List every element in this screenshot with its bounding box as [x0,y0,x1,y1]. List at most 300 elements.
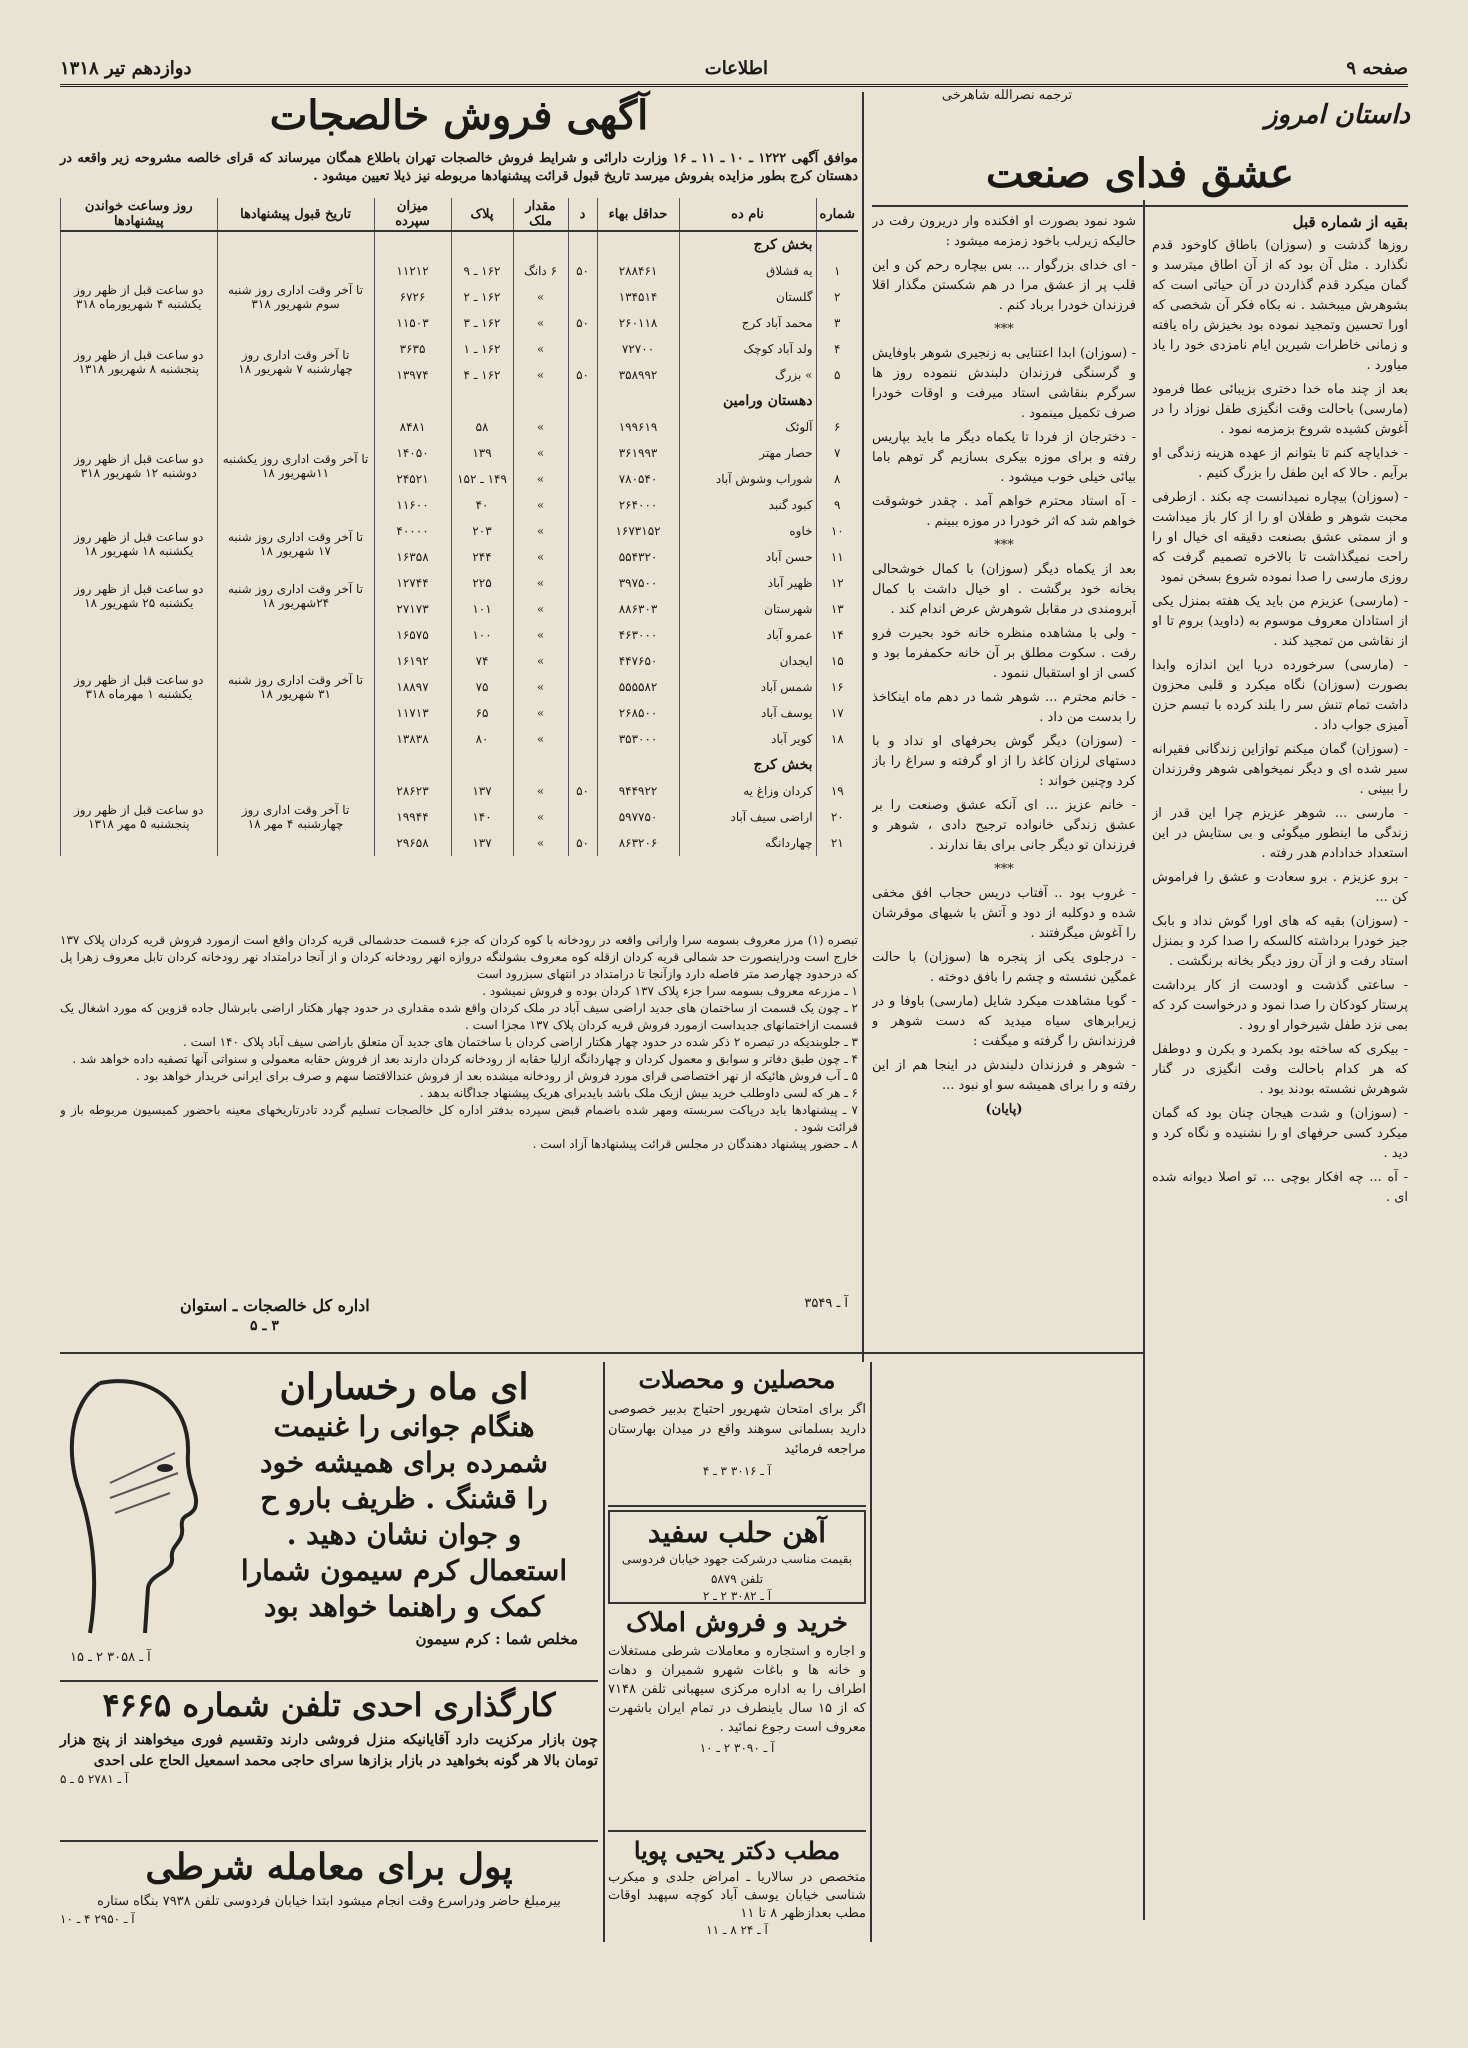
auction-code: ۳ ـ ۵ [250,1318,279,1334]
table-row [61,778,859,804]
col-plate: پلاک [451,198,513,231]
price-d [568,414,597,440]
deposit: ۱۲۷۴۴ [374,570,451,596]
deposit: ۱۹۹۴۴ [374,804,451,830]
phone-code: آ ـ ۲۷۸۱ ۵ ـ ۵ [60,1772,129,1786]
plate: ۷۵ [451,674,513,700]
phone-ad [60,1686,598,1836]
cream-line: شمرده برای همیشه خود [259,1446,549,1479]
story-column-left [872,212,1136,1912]
auction-note: ۲ ـ چون یک قسمت از ساختمان های جدید اراضی سیف آباد در ملک کردان واقع شده مقداری در حدود چهار هکتار اراضی بابرشال جاده قزوین که مورد اشغال یک قسمت ازاختمانهای جدیداست ازمورد فروش قریه کردان پلاک ۱۳۷ مجزا است . [60,1001,858,1032]
plate: ۲۰۳ [451,518,513,544]
story-paragraph: روزها گذشت و (سوزان) باطاق کاوخود قدم نگذارد . مثل آن بود که از آن اطاق میترسد و گمان میکرد قدم گذاردن در آن حیاتی است که بشوهرش میبخشد . نه بکاه فکر آن شخصی که اورا تحسین وتمجید نموده بود بخیزش راه یافته و زمانی خاطرات شیرین ایام نامزدی خود را یاد میاورد . [1152,238,1408,373]
min-price: ۲۶۸۵۰۰ [597,700,679,726]
table-row [61,258,859,284]
section-row [61,388,859,414]
cream-ad [60,1365,598,1675]
divider [60,1680,598,1682]
village-name: خاوه [679,518,816,544]
section-cell [374,752,451,778]
price-d: ۵۰ [568,362,597,388]
reading-cell: دو ساعت قبل از ظهر روز یکشنبه ۲۵ شهریور ۱۸ [61,570,218,622]
row-number: ۲ [816,284,858,310]
village-name: شهرستان [679,596,816,622]
deposit: ۴۰۰۰۰ [374,518,451,544]
price-d [568,336,597,362]
plate: ۲۲۵ [451,570,513,596]
divider [1143,200,1145,1920]
plate: ۱۶۲ ـ ۳ [451,310,513,336]
village-name: آلوئک [679,414,816,440]
min-price: ۷۲۷۰۰ [597,336,679,362]
share: » [513,596,568,622]
money-title: پول برای معامله شرطی [145,1846,513,1888]
section-cell [597,231,679,258]
table-row [61,518,859,544]
story-paragraph: - ولی با مشاهده منظره خانه خود بحیرت فرو رفت . سکوت مطلق بر آن خانه حکمفرما بود و کسی از او استقبال ننمود . [872,626,1136,681]
min-price: ۸۶۳۲۰۶ [597,830,679,856]
story-paragraph: - بیکری که ساخته بود بکمرد و بکرن و دوطفل که هر کدام باحالت وقت انگیزی در گنار شوهرش نشسته بودند بود . [1152,1042,1408,1097]
row-number: ۱ [816,258,858,284]
table-row [61,570,859,596]
row-number: ۱۱ [816,544,858,570]
deposit: ۸۴۸۱ [374,414,451,440]
min-price: ۳۵۳۰۰۰ [597,726,679,752]
village-name: شوراب وشوش آباد [679,466,816,492]
story-paragraph: - گویا مشاهدت میکرد شایل (مارسی) باوفا و در زیرابرهای سیاه میدید که دست شوهر و فرزندانش را گرفته و میگفت : [872,994,1136,1049]
plate: ۱۳۷ [451,778,513,804]
divider [862,92,864,1362]
divider [60,1840,598,1842]
story-paragraph: شود نمود بصورت او افکنده وار دریرون رفت در حالیکه زیرلب باخود زمزمه میشود : [872,214,1136,249]
story-paragraph: - (سوزان) گمان میکنم توازاین زندگانی فقیرانه سیر شده ای و دیگر نمیخواهی شوهر وفرزندان را ببینی . [1152,742,1408,797]
section-cell [568,231,597,258]
min-price: ۷۸۰۵۴۰ [597,466,679,492]
price-d [568,726,597,752]
story-title: عشق فدای صنعت [986,150,1294,197]
auction-note: ۱ ـ مزرعه معروف بسومه سرا جزء پلاک ۱۳۷ کردان بوده و فروش نمیشود . [482,984,858,998]
min-price: ۱۳۴۵۱۴ [597,284,679,310]
doctor-ad [608,1836,866,1956]
share: » [513,284,568,310]
share: » [513,674,568,700]
reading-cell: دو ساعت قبل از ظهر روز یکشنبه ۱۸ شهریور ۱۸ [61,518,218,570]
table-row [61,414,859,440]
price-d [568,804,597,830]
village-name: » بزرگ [679,362,816,388]
row-number: ۴ [816,336,858,362]
plate: ۱۴۰ [451,804,513,830]
price-d [568,492,597,518]
village-name: کبود گنبد [679,492,816,518]
separator-stars: *** [994,538,1014,553]
continued-label: بقیه از شماره قبل [1292,213,1408,231]
price-d [568,648,597,674]
phone-title: کارگذاری احدی تلفن شماره ۴۶۶۵ [102,1686,556,1724]
story-paragraph: - (سوزان) و شدت هیجان چنان بود که گمان میکرد کسی حرفهای او را نشنیده و نگاه کرد و دید . [1152,1106,1408,1161]
cream-headline: ای ماه رخساران [279,1366,529,1408]
col-min-price: حداقل بهاء [597,198,679,231]
village-name: اراضی سیف آباد [679,804,816,830]
story-paragraph: - غروب بود .. آفتاب دریس حجاب افق مخفی شده و دوکلبه از دود و آتش با شیهای موقرشان را آغوش میگرفتند . [872,886,1136,941]
village-name: یوسف آباد [679,700,816,726]
auction-table [60,198,858,856]
plate: ۵۸ [451,414,513,440]
col-reading: روز وساعت خواندن پیشنهادها [61,198,218,231]
deposit: ۳۶۳۵ [374,336,451,362]
row-number: ۱۲ [816,570,858,596]
story-paragraph: - آه استاد محترم خواهم آمد . چقدر خوشوقت خواهم شد که اثر خودرا در موزه ببینم . [872,494,1136,529]
cream-line: را قشنگ . ظریف بارو ح [260,1482,548,1515]
deposit: ۱۶۱۹۲ [374,648,451,674]
story-paragraph: - درجلوی یکی از پنجره ها (سوزان) با حالت غمگین نشسته و چشم را بافق دوخته . [872,950,1136,985]
story-paragraph: بعد از یکماه دیگر (سوزان) با کمال خوشحالی بخانه خود برگشت . او خیال داشت با کمال آبرومندی در مقابل شوهرش عرض اندام کند . [872,562,1136,617]
auction-table-wrapper [60,198,858,856]
auction-note: ۴ ـ چون طبق دفاتر و سوابق و معمول کردان و چهاردانگه ازلیا حقابه از رودخانه کردان دارند بعد از فروش حقابه معمولی و سنواتی آنها تصفیه داده خواهد شد . [72,1052,858,1066]
share: » [513,310,568,336]
section-cell [568,388,597,414]
row-number: ۳ [816,310,858,336]
col-deposit: میزان سپرده [374,198,451,231]
min-price: ۳۹۷۵۰۰ [597,570,679,596]
story-paragraph: - خانم محترم ... شوهر شما در دهم ماه اینکاخذ را بدست من داد . [872,690,1136,725]
share: » [513,492,568,518]
section-cell [816,231,858,258]
price-d: ۵۰ [568,258,597,284]
deposit: ۱۱۷۱۳ [374,700,451,726]
reading-cell: دو ساعت قبل از ظهر روز پنجشنبه ۵ مهر ۱۳۱۸ [61,778,218,856]
story-paragraph: - (سوزان) بقیه که های اورا گوش نداد و بابک جیز خودرا برداشته کالسکه را صدا کرد و بمنزل استاد رفت و از آن روز دیگر بخانه برنگشت . [1152,914,1408,969]
section-row [61,231,859,258]
plate: ۱۶۲ ـ ۲ [451,284,513,310]
section-cell [568,752,597,778]
price-d [568,622,597,648]
deposit: ۶۷۲۶ [374,284,451,310]
iron-ad [608,1510,866,1604]
reading-cell: دو ساعت قبل از ظهر روز دوشنبه ۱۲ شهریور ۳۱۸ [61,414,218,518]
reading-cell: دو ساعت قبل از ظهر روز پنجشنبه ۸ شهریور ۱۳۱۸ [61,336,218,388]
story-paragraph: - دخترجان از فردا تا یکماه دیگر ما باید بپاریس رفته و برای موزه بیکری بسازیم گر توهم باما بیائی خیلی خوب میشود . [872,430,1136,485]
story-column-right [1152,212,1408,1912]
village-name: عمرو آباد [679,622,816,648]
deadline-cell: تا آخر وقت اداری روز شنبه ۳۱ شهریور ۱۸ [217,622,374,752]
share: » [513,700,568,726]
iron-code: آ ـ ۳۰۸۲ ۲ ـ ۲ [702,1589,772,1603]
price-d: ۵۰ [568,830,597,856]
section-label: دهستان ورامین [679,388,816,414]
section-cell [513,388,568,414]
price-d [568,518,597,544]
story-paragraph: - ساعتی گذشت و اودست از کار برداشت پرستار کودکان را صدا نمود و درخواست کرد که بمی نزد طفل شیرخوار او رود . [1152,978,1408,1033]
story-paragraph: - خدایاچه کنم تا بتوانم از عهده هزینه زندگی او برآیم . حالا که این طفل را بزرگ کنیم . [1152,446,1408,481]
reading-cell: دو ساعت قبل از ظهر روز یکشنبه ۴ شهریورماه ۳۱۸ [61,258,218,336]
deposit: ۱۴۰۵۰ [374,440,451,466]
divider [60,1352,1143,1354]
plate: ۱۰۰ [451,622,513,648]
doctor-title: مطب دکتر یحیی پویا [633,1836,841,1865]
share: » [513,622,568,648]
cream-line: هنگام جوانی را غنیمت [273,1410,535,1443]
row-number: ۱۴ [816,622,858,648]
deposit: ۲۴۵۲۱ [374,466,451,492]
price-d [568,570,597,596]
students-code: آ ـ ۳۰۱۶ ۳ ـ ۴ [702,1464,772,1478]
realestate-body: و اجاره و استجاره و معاملات شرطی مستغلات و خانه ها و باغات شهرو شمیران و دهات اطراف را به اداره مرکزی سیهبانی تلفن ۷۱۴۸ که از ۱۵ سال باینطرف در تمام ایران باشهرت معروف است رجوع نمائید . [608,1644,866,1735]
story-paragraph: - (سوزان) دیگر گوش بحرفهای او نداد و با دستهای لرزان کاغذ را از او گرفته و سراغ را باز کرد وچنین خواند : [872,734,1136,789]
iron-title: آهن حلب سفید [647,1516,827,1549]
plate: ۷۴ [451,648,513,674]
row-number: ۱۹ [816,778,858,804]
col-row: شماره [816,198,858,231]
story-paragraph: - خانم عزیز ... ای آنکه عشق وصنعت را بر عشق زندگی خانواده ترجیح دادی ، شوهر و فرزندان تو دیگر جانی برای بقا ندارند . [872,798,1136,853]
auction-note: ۶ ـ هر که لسی داوطلب خرید بیش ازیک ملک باشد بایدبرای هریک پیشنهاد جداگانه بدهد . [419,1086,858,1100]
page-header [60,56,1408,87]
min-price: ۱۹۹۶۱۹ [597,414,679,440]
realestate-code: آ ـ ۳۰۹۰ ۲ ـ ۱۰ [699,1741,775,1755]
section-cell [513,752,568,778]
village-name: شمس آباد [679,674,816,700]
section-cell [61,388,218,414]
price-d [568,440,597,466]
min-price: ۲۶۰۱۱۸ [597,310,679,336]
cream-line: و جوان نشان دهید . [286,1518,522,1551]
auction-title: آگهی فروش خالصجات [269,92,649,139]
deposit: ۱۶۳۵۸ [374,544,451,570]
share: » [513,518,568,544]
section-cell [61,231,218,258]
plate: ۱۰۱ [451,596,513,622]
min-price: ۴۶۳۰۰۰ [597,622,679,648]
auction-notes [60,932,858,1262]
min-price: ۳۶۱۹۹۳ [597,440,679,466]
story-paragraph: - (سوزان) ابدا اعتنایی به زنجیری شوهر باوفایش و گرسنگی فرزندان دلبندش ننموده روز ها سرگرم بنقاشی استاد میرفت و اوقات خودرا صرف تکمیل مینمود . [872,346,1136,421]
money-ad [60,1846,598,1946]
min-price: ۵۹۷۷۵۰ [597,804,679,830]
share: » [513,778,568,804]
row-number: ۲۱ [816,830,858,856]
auction-note: ۸ ـ حضور پیشنهاد دهندگان در مجلس قرائت پیشنهادها آزاد است . [532,1137,858,1151]
students-title: محصلین و محصلات [638,1365,836,1394]
cream-code: آ ـ ۳۰۵۸ ۲ ـ ۱۵ [70,1650,151,1665]
divider [608,1505,866,1507]
separator-stars: *** [994,862,1014,877]
col-d: د [568,198,597,231]
min-price: ۲۸۸۴۶۱ [597,258,679,284]
village-name: ظهیر آباد [679,570,816,596]
divider [603,1362,605,1942]
section-cell [61,752,218,778]
plate: ۱۳۷ [451,830,513,856]
auction-footer [60,1296,858,1346]
price-d [568,466,597,492]
story-paragraph: - مارسی ... شوهر عزیزم چرا این قدر از زندگی ما اینطور میگوئی و بی ستایش در این استعداد خدادادم هدر رفته . [1152,806,1408,861]
min-price: ۲۶۴۰۰۰ [597,492,679,518]
plate: ۶۵ [451,700,513,726]
realestate-title: خرید و فروش املاک [625,1608,848,1638]
realestate-ad [608,1608,866,1818]
auction-note: تبصره (۱) مرز معروف بسومه سرا وارانی واقعه در رودخانه با کوه کردان که جزء قسمت حدشمالی قریه کردان واقع است ازمورد فروش قریه کردان پلاک ۱۳۷ خارج است ودراینصورت حد شمالی قریه کردان ازقله کوه معروف بشولنگه دروازه انهر رودخانه کردان و از آنجا درامتداد نهر رودخانه کردان تابل معروف زهرا پل که درحدود چهارصد متر فاصله دارد وازآنجا تا درامتداد در انتهای سبزرود است [60,933,858,981]
reading-cell: دو ساعت قبل از ظهر روز یکشنبه ۱ مهرماه ۳۱۸ [61,622,218,752]
row-number: ۱۳ [816,596,858,622]
row-number: ۱۷ [816,700,858,726]
deadline-cell: تا آخر وقت اداری روز شنبه ۲۴شهریور ۱۸ [217,570,374,622]
min-price: ۱۶۷۳۱۵۲ [597,518,679,544]
min-price: ۳۵۸۹۹۲ [597,362,679,388]
table-row [61,622,859,648]
village-name: چهاردانگه [679,830,816,856]
price-d [568,596,597,622]
deposit: ۱۱۲۱۲ [374,258,451,284]
section-label: بخش کرج [679,752,816,778]
auction-code-bottom: آ ـ ۳۵۴۹ [804,1296,848,1311]
min-price: ۵۵۴۳۲۰ [597,544,679,570]
min-price: ۵۵۵۵۸۲ [597,674,679,700]
deposit: ۱۳۹۷۴ [374,362,451,388]
share: » [513,414,568,440]
deposit: ۱۳۸۳۸ [374,726,451,752]
story-end: (پایان) [985,1102,1023,1117]
village-name: حسن آباد [679,544,816,570]
plate: ۱۶۲ ـ ۴ [451,362,513,388]
share: » [513,830,568,856]
section-cell [513,231,568,258]
woman-profile-illustration [60,1373,210,1643]
deposit: ۲۷۱۷۳ [374,596,451,622]
village-name: ایجدان [679,648,816,674]
cream-line: استعمال کرم سیمون شمارا [240,1554,568,1587]
story-translator: ترجمه نصرالله شاهرخی [941,88,1073,103]
table-row [61,336,859,362]
auction-signature: اداره کل خالصجات ـ استوان [180,1296,370,1315]
village-name: یه قشلاق [679,258,816,284]
students-ad [608,1365,866,1505]
share: » [513,726,568,752]
village-name: کردان وزاغ یه [679,778,816,804]
section-cell [451,752,513,778]
phone-body: چون بازار مرکزیت دارد آقایانیکه منزل فروشی دارند وتقسیم فوری میخواهند از پنج هزار تومان بالا هر گونه بخواهید در بازار بزازها سرای حاجی محمد اسمعیل الحاج علی احدی [60,1732,598,1769]
story-paragraph: - آه ... چه افکار بوچی ... تو اصلا دیوانه شده ای . [1152,1170,1408,1205]
min-price: ۴۴۷۶۵۰ [597,648,679,674]
share: » [513,648,568,674]
deposit: ۲۸۶۲۳ [374,778,451,804]
section-row [61,752,859,778]
paper-name: اطلاعات [704,58,768,79]
col-village: نام ده [679,198,816,231]
row-number: ۹ [816,492,858,518]
separator-stars: *** [994,322,1014,337]
money-body: بیرمبلغ حاضر ودراسرع وقت انجام میشود ابتدا خیابان فردوسی تلفن ۷۹۳۸ بنگاه ستاره [97,1894,561,1909]
auction-note: ۳ ـ جلوبندیکه در تبصره ۲ ذکر شده در حدود چهار هکتار اراضی کردان با ساختمان های جدید آن متعلق باراضی سیف آباد پلاک ۱۴۰ است . [182,1035,858,1049]
auction-note: ۵ ـ آب فروش هائیکه از نهر اختصاصی قرای مورد فروش از رودخانه میشده بعد از فروش عندالاقتضا سهم و صرف برای ایرانی خریدار خواهد بود . [135,1069,858,1083]
plate: ۸۰ [451,726,513,752]
row-number: ۵ [816,362,858,388]
deadline-cell: تا آخر وقت اداری روز چهارشنبه ۷ شهریور ۱۸ [217,336,374,388]
issue-date: دوازدهم تیر ۱۳۱۸ [60,58,192,79]
share: » [513,570,568,596]
plate: ۱۴۹ ـ ۱۵۲ [451,466,513,492]
share: » [513,804,568,830]
auction-intro: موافق آگهی ۱۲۲۲ ـ ۱۰ ـ ۱۱ ـ ۱۶ وزارت دارائی و شرایط فروش خالصجات تهران باطلاع همگان میرساند که قرای خالصه مشروحه زیر واقعه در دهستان کرج بطور مزایده بفروش میرسد تاریخ قبول قرائت پیشنهادها مربوطه نیز ذیلا تعیین میشود . [60,151,858,184]
story-masthead [1150,100,1410,130]
row-number: ۲۰ [816,804,858,830]
story-paragraph: - ای خدای بزرگوار ... بس بیچاره رحم کن و این قلب پر از عشق مرا در هم شکستن مگذار اقلا فرزندان خودرا برباد کنم . [872,258,1136,313]
price-d: ۵۰ [568,778,597,804]
col-share: مقدار ملک [513,198,568,231]
deposit: ۱۱۶۰۰ [374,492,451,518]
cream-footer: مخلص شما : کرم سیمون [415,1630,578,1648]
row-number: ۶ [816,414,858,440]
plate: ۱۶۲ ـ ۹ [451,258,513,284]
section-cell [217,231,374,258]
section-cell [816,388,858,414]
row-number: ۱۵ [816,648,858,674]
deposit: ۲۹۶۵۸ [374,830,451,856]
section-cell [217,752,374,778]
share: » [513,362,568,388]
divider [872,205,1408,207]
village-name: کویر آباد [679,726,816,752]
village-name: حصار مهتر [679,440,816,466]
deadline-cell: تا آخر وقت اداری روز شنبه سوم شهریور ۳۱۸ [217,258,374,336]
plate: ۲۴۴ [451,544,513,570]
share: » [513,440,568,466]
min-price: ۹۴۴۹۲۲ [597,778,679,804]
share: » [513,544,568,570]
price-d [568,674,597,700]
deposit: ۱۸۸۹۷ [374,674,451,700]
price-d [568,284,597,310]
village-name: محمد آباد کرج [679,310,816,336]
column-label: داستان امروز [1264,100,1410,130]
page-number: صفحه ۹ [1346,58,1408,79]
students-body: اگر برای امتحان شهریور احتیاج بدبیر خصوصی دارید بسلمانی سوهند واقع در میدان بهارستان مراجعه فرمائید [608,1402,866,1457]
story-paragraph: - (سوزان) بیچاره نمیدانست چه بکند . ازطرفی محبت شوهر و طفلان او را از کار باز میداشت و از سمتی عشق بصنعت دقیقه ای خیال او را راحت نمیگذاشت تا بالاخره تصمیم گرفت که روزی مارسی را صدا نموده شروع بسخن نمود [1152,490,1408,585]
deposit: ۱۱۵۰۳ [374,310,451,336]
doctor-code: آ ـ ۲۴ ۸ ـ ۱۱ [706,1923,768,1937]
divider [608,1830,866,1832]
story-paragraph: بعد از چند ماه خدا دختری بزیبائی عطا فرمود (مارسی) باحالت وقت انگیزی طفل نوزاد را در آغوش کشیده شروع بزمزمه نمود . [1152,382,1408,437]
cream-line: کمک و راهنما خواهد بود [263,1590,545,1623]
price-d [568,544,597,570]
share: » [513,466,568,492]
share: » [513,336,568,362]
section-cell [816,752,858,778]
section-cell [374,231,451,258]
price-d: ۵۰ [568,310,597,336]
deadline-cell: تا آخر وقت اداری روز شنبه ۱۷ شهریور ۱۸ [217,518,374,570]
section-cell [597,752,679,778]
section-label: بخش کرج [679,231,816,258]
row-number: ۱۶ [816,674,858,700]
story-paragraph: - (مارسی) سرخورده دریا این اندازه وابدا بصورت (سوزان) نگاه میکرد و قلبی محزون داشت تمام تنش سر را بلند کرده با تبسم حزن آمیزی جواب داد . [1152,658,1408,733]
section-cell [217,388,374,414]
money-code: آ ـ ۲۹۵۰ ۴ ـ ۱۰ [60,1912,135,1926]
section-cell [451,388,513,414]
section-cell [451,231,513,258]
deadline-cell: تا آخر وقت اداری روز یکشنبه ۱۱شهریور ۱۸ [217,414,374,518]
price-d [568,700,597,726]
story-paragraph: - برو عزیزم . برو سعادت و عشق را فراموش کن ... [1152,870,1408,905]
village-name: گلستان [679,284,816,310]
village-name: ولد آباد کوچک [679,336,816,362]
plate: ۱۶۲ ـ ۱ [451,336,513,362]
deadline-cell: تا آخر وقت اداری روز چهارشنبه ۴ مهر ۱۸ [217,778,374,856]
plate: ۴۰ [451,492,513,518]
section-cell [374,388,451,414]
col-deadline: تاریخ قبول پیشنهادها [217,198,374,231]
plate: ۱۳۹ [451,440,513,466]
section-cell [597,388,679,414]
